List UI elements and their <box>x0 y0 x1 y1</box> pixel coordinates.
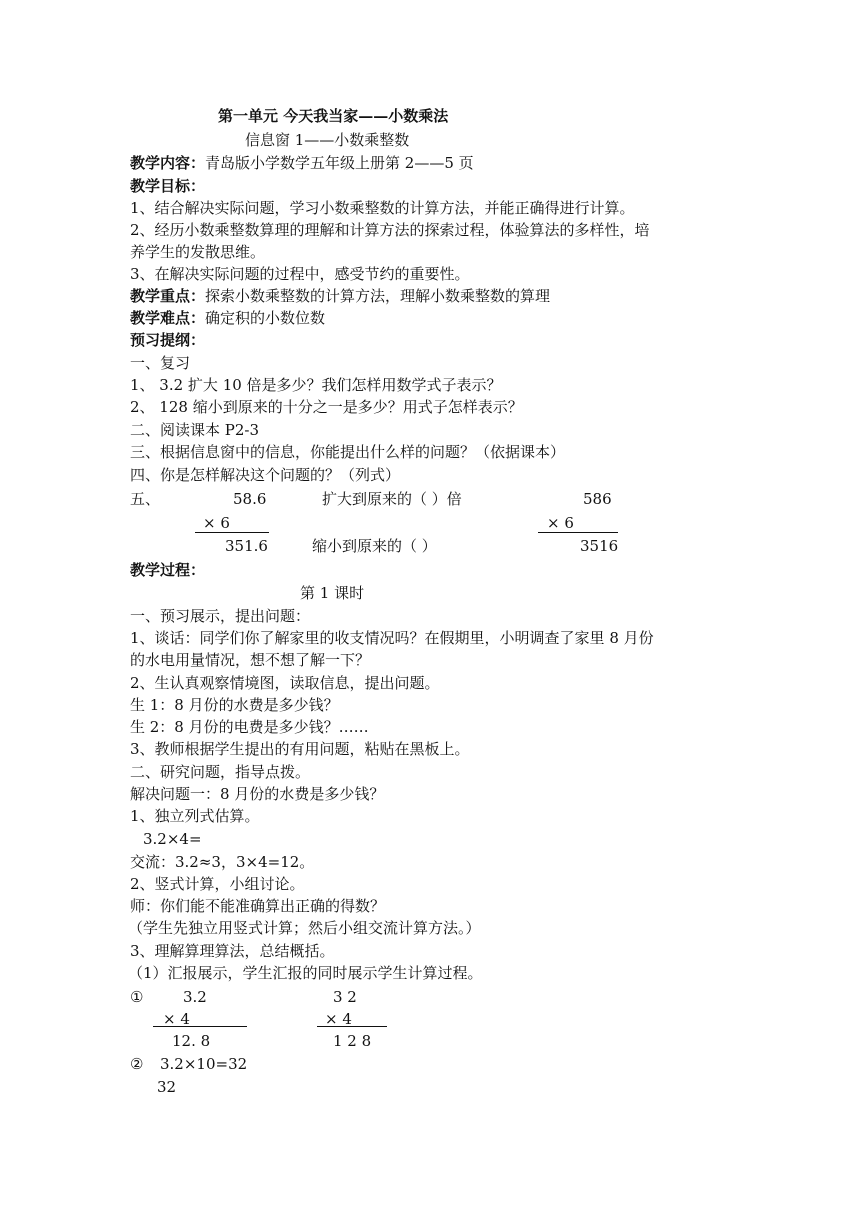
calc-a-bottom: 351.6 <box>225 537 268 555</box>
goals-label: 教学目标： <box>130 177 206 195</box>
process-line-14: 师：你们能不能准确算出正确的得数？ <box>130 897 386 915</box>
calc-c1a-mid: × 4 <box>163 1010 190 1028</box>
calc-c1a-rule <box>153 1026 247 1027</box>
preview-label: 预习提纲： <box>130 331 206 349</box>
key-point-label: 教学重点： <box>130 287 206 305</box>
calc-c2-value: 32 <box>157 1078 177 1096</box>
calc-c1b-rule <box>317 1026 387 1027</box>
preview-item-1: 一、复习 <box>130 354 191 372</box>
content-label: 教学内容： <box>130 154 206 172</box>
process-line-7: 3、教师根据学生提出的有用问题，粘贴在黑板上。 <box>130 740 470 758</box>
process-line-1: 一、预习展示，提出问题： <box>130 607 311 625</box>
process-line-13: 2、竖式计算，小组讨论。 <box>130 875 305 893</box>
difficulty-label: 教学难点： <box>130 309 206 327</box>
process-line-2: 1、谈话：同学们你了解家里的收支情况吗？在假期里，小明调查了家里 8 月份 <box>130 629 654 647</box>
calc-c1b-top: 3 2 <box>333 988 357 1006</box>
preview-item-5: 三、根据信息窗中的信息，你能提出什么样的问题？（依据课本） <box>130 443 566 461</box>
process-line-9: 解决问题一：8 月份的水费是多少钱？ <box>130 785 385 803</box>
process-label: 教学过程： <box>130 561 206 579</box>
calc-b-top: 586 <box>583 490 612 508</box>
preview-item-2: 1、 3.2 扩大 10 倍是多少？我们怎样用数学式子表示？ <box>130 376 502 394</box>
calc-a-rule <box>195 532 269 533</box>
shrink-text: 缩小到原来的（ ） <box>312 537 437 555</box>
content-line <box>130 152 474 174</box>
doc-subtitle: 信息窗 1——小数乘整数 <box>245 131 410 149</box>
circle-two-marker: ② <box>130 1055 144 1073</box>
process-line-3: 的水电用量情况，想不想了解一下？ <box>130 651 371 669</box>
difficulty-text: 确定积的小数位数 <box>205 309 326 327</box>
circle-one-marker: ① <box>130 988 144 1006</box>
goal-2a: 2、经历小数乘整数算理的理解和计算方法的探索过程，体验算法的多样性，培 <box>130 221 650 239</box>
calc-c1a-top: 3.2 <box>183 988 207 1006</box>
calc-a-mid: × 6 <box>203 514 230 532</box>
doc-title: 第一单元 今天我当家——小数乘法 <box>218 107 449 125</box>
key-point-text: 探索小数乘整数的计算方法，理解小数乘整数的算理 <box>205 287 551 305</box>
process-line-6: 生 2：8 月份的电费是多少钱？…… <box>130 718 369 736</box>
calc-a-top: 58.6 <box>233 490 267 508</box>
goal-1: 1、结合解决实际问题，学习小数乘整数的计算方法，并能正确得进行计算。 <box>130 199 635 217</box>
process-line-16: 3、理解算理算法，总结概括。 <box>130 942 335 960</box>
calc-b-mid: × 6 <box>547 514 574 532</box>
process-line-15: （学生先独立用竖式计算；然后小组交流计算方法。） <box>128 919 481 937</box>
process-line-5: 生 1：8 月份的水费是多少钱？ <box>130 696 339 714</box>
item-five-label: 五、 <box>130 490 161 508</box>
key-point-line <box>130 285 550 307</box>
calc-c1a-bottom: 12. 8 <box>172 1032 211 1050</box>
process-line-11: 3.2×4= <box>143 830 202 848</box>
calc-b-bottom: 3516 <box>580 537 619 555</box>
expand-text: 扩大到原来的（ ）倍 <box>322 490 462 508</box>
difficulty-line <box>130 307 325 329</box>
preview-item-6: 四、你是怎样解决这个问题的？（列式） <box>130 466 401 484</box>
process-line-8: 二、研究问题，指导点拨。 <box>130 763 311 781</box>
process-line-17: （1）汇报展示，学生汇报的同时展示学生计算过程。 <box>128 964 483 982</box>
process-line-10: 1、独立列式估算。 <box>130 807 260 825</box>
lesson-heading: 第 1 课时 <box>300 584 365 602</box>
calc-c1b-mid: × 4 <box>325 1010 352 1028</box>
preview-item-3: 2、 128 缩小到原来的十分之一是多少？用式子怎样表示？ <box>130 398 523 416</box>
calc-c2-equation: 3.2×10=32 <box>160 1055 248 1073</box>
process-line-4: 2、生认真观察情境图，读取信息，提出问题。 <box>130 674 440 692</box>
process-line-12: 交流：3.2≈3，3×4=12。 <box>130 853 315 871</box>
calc-b-rule <box>538 532 618 533</box>
calc-c1b-bottom: 1 2 8 <box>333 1032 372 1050</box>
content-text: 青岛版小学数学五年级上册第 2——5 页 <box>205 154 474 172</box>
goal-3: 3、在解决实际问题的过程中，感受节约的重要性。 <box>130 265 470 283</box>
goal-2b: 养学生的发散思维。 <box>130 243 266 261</box>
preview-item-4: 二、阅读课本 P2-3 <box>130 421 260 439</box>
